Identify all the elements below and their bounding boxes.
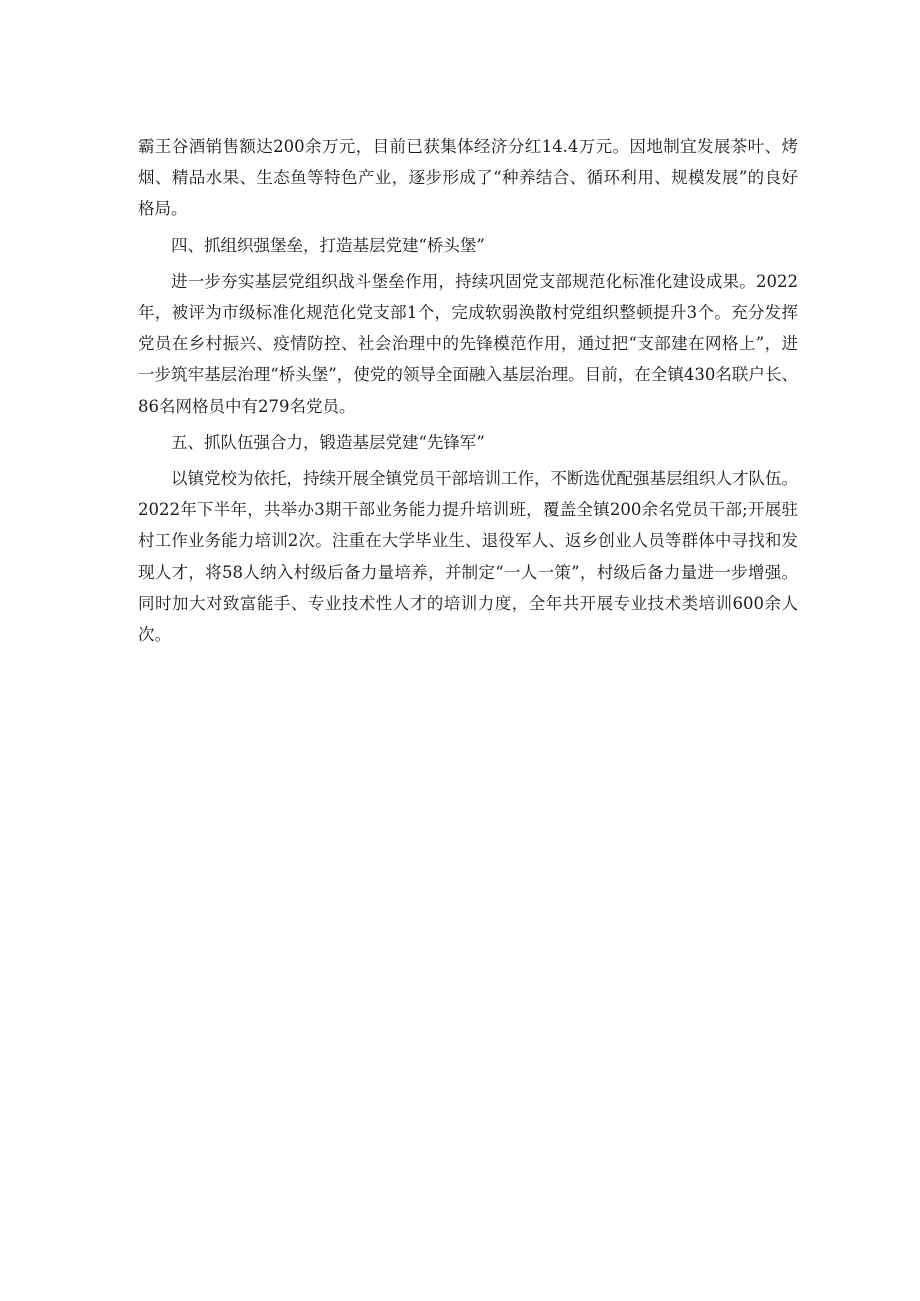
section-heading-five: 五、抓队伍强合力，锻造基层党建“先锋军” (171, 432, 485, 452)
paragraph-continued: 霸王谷酒销售额达200余万元，目前已获集体经济分红14.4万元。因地制宜发展茶叶、烤烟、精品水果、生态鱼等特色产业，逐步形成了“种养结合、循环利用、规模发展”的良好格局。 (138, 137, 798, 219)
document-page (138, 131, 798, 655)
paragraph-team: 以镇党校为依托，持续开展全镇党员干部培训工作，不断选优配强基层组织人才队伍。2022年下半年，共举办3期干部业务能力提升培训班，覆盖全镇200余名党员干部;开展驻村工作业务能力培训2次。注重在大学毕业生、退役军人、返乡创业人员等群体中寻找和发现人才，将58人纳入村级后备力量培养，并制定“一人一策”，村级后备力量进一步增强。同时加大对致富能手、专业技术性人才的培训力度，全年共开展专业技术类培训600余人次。 (138, 469, 798, 645)
section-heading-four: 四、抓组织强堡垒，打造基层党建“桥头堡” (171, 235, 485, 255)
paragraph-organization: 进一步夯实基层党组织战斗堡垒作用，持续巩固党支部规范化标准化建设成果。2022年，被评为市级标准化规范化党支部1个，完成软弱涣散村党组织整顿提升3个。充分发挥党员在乡村振兴、疫情防控、社会治理中的先锋模范作用，通过把“支部建在网格上”，进一步筑牢基层治理“桥头堡”，使党的领导全面融入基层治理。目前，在全镇430名联户长、86名网格员中有279名党员。 (138, 271, 798, 416)
